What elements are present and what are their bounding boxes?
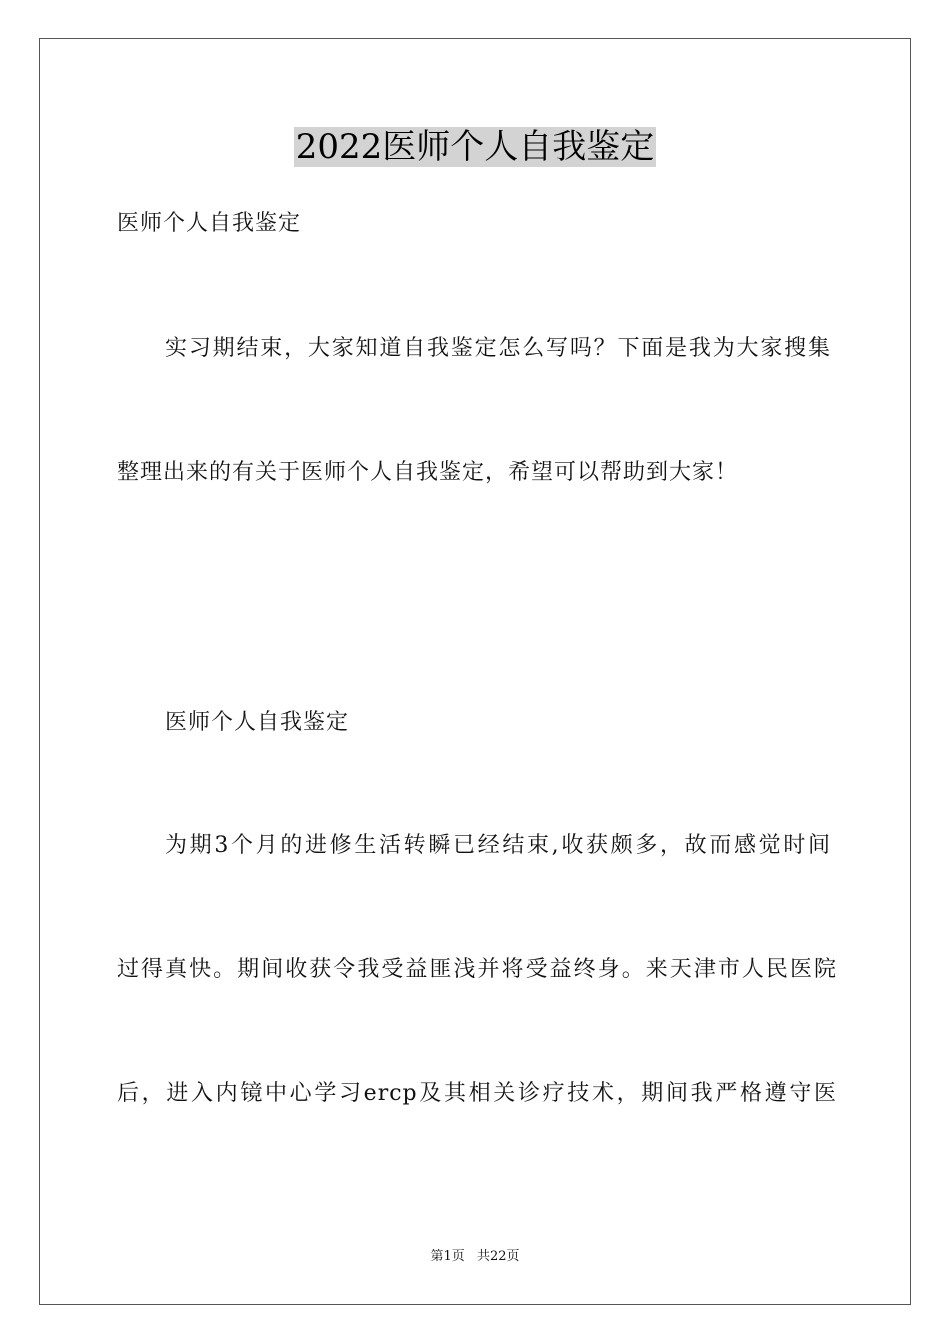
page-number: 第1页: [430, 1249, 465, 1264]
document-subtitle: 医师个人自我鉴定: [117, 211, 302, 236]
intro-line: 实习期结束，大家知道自我鉴定怎么写吗？下面是我为大家搜集: [165, 336, 831, 361]
intro-line: 整理出来的有关于医师个人自我鉴定，希望可以帮助到大家！: [117, 460, 739, 485]
body-line: 后，进入内镜中心学习ercp及其相关诊疗技术，期间我严格遵守医: [117, 1081, 837, 1106]
body-line: 过得真快。期间收获令我受益匪浅并将受益终身。来天津市人民医院: [117, 957, 837, 982]
section-heading: 医师个人自我鉴定: [165, 710, 350, 735]
page-footer: [0, 1248, 950, 1266]
document-title: [0, 125, 950, 169]
body-line: 为期3个月的进修生活转瞬已经结束,收获颇多，故而感觉时间: [165, 833, 831, 858]
document-title-text: 2022医师个人自我鉴定: [295, 127, 655, 167]
page-total: 共22页: [476, 1249, 520, 1264]
